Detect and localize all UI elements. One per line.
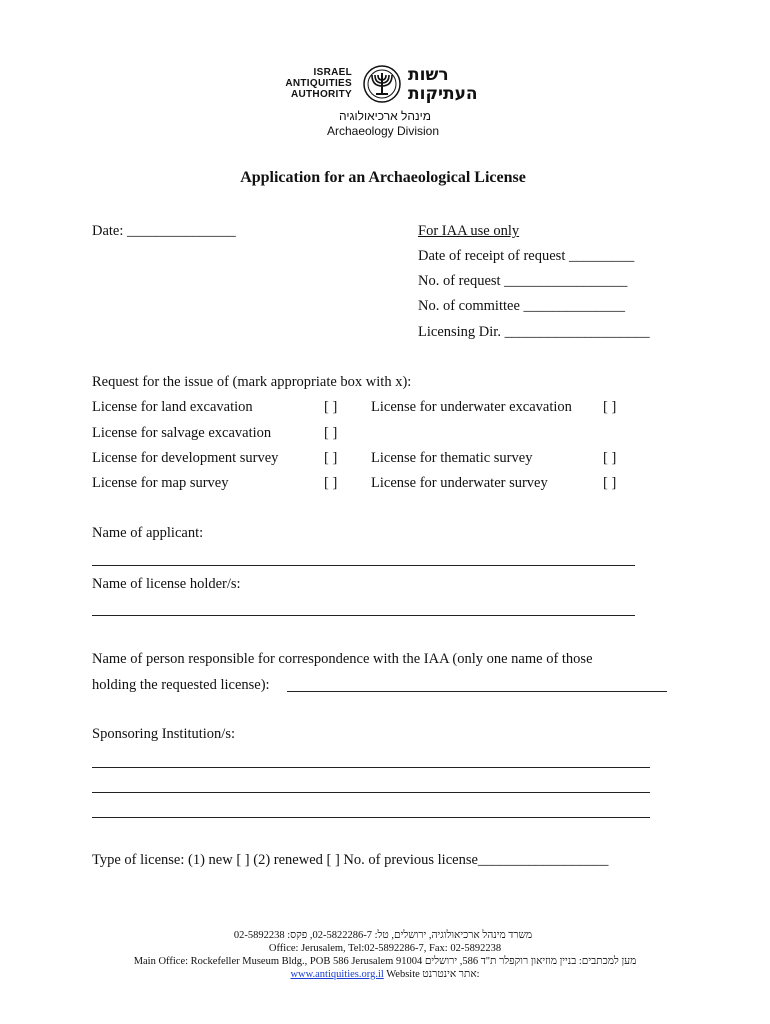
license-option-label: License for salvage excavation <box>92 425 272 441</box>
license-option-label: License for thematic survey <box>371 450 533 466</box>
sponsor-label: Sponsoring Institution/s: <box>92 726 236 742</box>
iaa-use-heading: For IAA use only <box>418 223 520 239</box>
checkbox-salvage-excavation[interactable]: [ ] <box>324 425 338 441</box>
logo-line: ANTIQUITIES <box>285 78 352 89</box>
field-label: No. of committee <box>418 298 520 314</box>
field-blank: _________________ <box>504 273 628 289</box>
logo-line: AUTHORITY <box>290 89 352 100</box>
field-blank: ____________________ <box>504 324 650 340</box>
iaa-field-receipt-date[interactable] <box>418 248 634 265</box>
field-label: Licensing Dir. <box>418 324 501 340</box>
correspondence-input-line[interactable] <box>287 691 667 692</box>
correspondence-label-2: holding the requested license): <box>92 677 270 693</box>
applicant-input-line[interactable] <box>92 565 635 566</box>
logo-line: ISRAEL <box>313 67 352 78</box>
footer-hebrew-office: משרד מינהל ארכיאולוגיה, ירושלים, טל: 02-5822286-7, פקס: 02-5892238 <box>233 930 533 941</box>
iaa-field-request-no[interactable] <box>418 273 627 290</box>
license-option-label: License for land excavation <box>92 399 253 415</box>
menorah-logo-icon <box>358 64 406 104</box>
license-option-label: License for map survey <box>92 475 229 491</box>
license-type-label: Type of license: (1) new [ ] (2) renewed [ ] No. of previous license <box>92 852 478 868</box>
correspondence-label: Name of person responsible for correspondence with the IAA (only one name of those <box>92 651 593 667</box>
date-blank: _______________ <box>127 223 236 239</box>
logo-line: העתיקות <box>408 84 478 104</box>
division-english: Archaeology Division <box>326 124 440 138</box>
request-intro: Request for the issue of (mark appropriate box with x): <box>92 374 412 390</box>
checkbox-map-survey[interactable]: [ ] <box>324 475 338 491</box>
field-blank: _________ <box>568 248 635 264</box>
page-title: Application for an Archaeological License <box>240 169 526 186</box>
applicant-label: Name of applicant: <box>92 525 204 541</box>
license-option-label: License for underwater excavation <box>371 399 572 415</box>
sponsor-input-line[interactable] <box>92 792 650 793</box>
logo-english-text <box>282 67 352 100</box>
previous-license-blank: __________________ <box>477 852 609 868</box>
website-label-hebrew: אתר אינטרנט: <box>422 969 480 980</box>
division-hebrew: מינהל ארכיאולוגיה <box>338 109 431 123</box>
date-field[interactable] <box>92 223 236 240</box>
checkbox-land-excavation[interactable]: [ ] <box>324 399 338 415</box>
field-blank: ______________ <box>523 298 626 314</box>
date-label: Date: <box>92 223 124 239</box>
field-label: Date of receipt of request <box>418 248 566 264</box>
iaa-field-licensing-dir[interactable] <box>418 324 650 341</box>
website-link[interactable]: www.antiquities.org.il <box>290 969 384 980</box>
sponsor-input-line[interactable] <box>92 767 650 768</box>
checkbox-underwater-survey[interactable]: [ ] <box>603 475 617 491</box>
license-holders-input-line[interactable] <box>92 615 635 616</box>
checkbox-underwater-excavation[interactable]: [ ] <box>603 399 617 415</box>
checkbox-development-survey[interactable]: [ ] <box>324 450 338 466</box>
sponsor-input-line[interactable] <box>92 817 650 818</box>
website-label: Website <box>386 969 420 980</box>
checkbox-thematic-survey[interactable]: [ ] <box>603 450 617 466</box>
license-option-label: License for underwater survey <box>371 475 548 491</box>
license-option-label: License for development survey <box>92 450 279 466</box>
logo-line: רשות <box>408 65 449 85</box>
logo-hebrew-text <box>408 66 478 104</box>
footer-office: Office: Jerusalem, Tel:02-5892286-7, Fax: 02-5892238 <box>268 943 502 954</box>
license-holders-label: Name of license holder/s: <box>92 576 241 592</box>
footer-website <box>0 969 770 980</box>
iaa-field-committee-no[interactable] <box>418 298 625 315</box>
license-type-field[interactable] <box>92 852 608 869</box>
field-label: No. of request <box>418 273 501 289</box>
footer-main-office: Main Office: Rockefeller Museum Bldg., POB 586 Jerusalem 91004 מען למכתבים: בניין מוזיאון רוקפלר ת"ד 586, ירושלים <box>133 956 637 967</box>
